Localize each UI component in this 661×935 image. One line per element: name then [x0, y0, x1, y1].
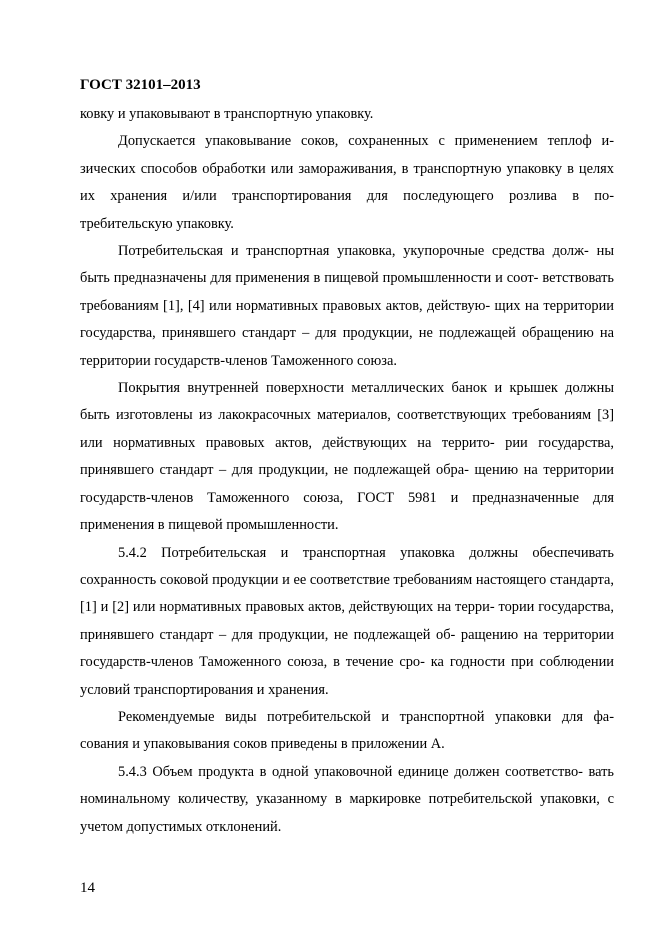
paragraph-can-coatings: Покрытия внутренней поверхности металлических банок и крышек должны быть изготовлены из лакокрасочных материалов, соответствующих требованиям [3] или нормативных правовых актов, действующих на террито- рии государства, принявшего стандарт – для продукции, не подлежащей обра- щению на территории государств-членов Таможенного союза, ГОСТ 5981 и предназначенные для применения в пищевой промышленности.	[80, 380, 614, 534]
document-body	[80, 101, 614, 841]
paragraph-clause-5-4-3: 5.4.3 Объем продукта в одной упаковочной единице должен соответство- вать номинальному количеству, указанному в маркировке потребительской упаковки, с учетом допустимых отклонений.	[80, 763, 614, 835]
paragraph-packaging-requirements: Потребительская и транспортная упаковка, укупорочные средства долж- ны быть предназначены для применения в пищевой промышленности и соот- ветствовать требованиям [1], [4] или нормативных правовых актов, действую- щих на территории государства, принявшего стандарт – для продукции, не подлежащей обращению на территории государств-членов Таможенного союза.	[80, 243, 614, 369]
page-number: 14	[80, 880, 95, 896]
paragraph-clause-5-4-2: 5.4.2 Потребительская и транспортная упаковка должны обеспечивать сохранность соковой продукции и ее соответствие требованиям настоящего стандарта, [1] и [2] или нормативных правовых актов, действующих на терри- тории государства, принявшего стандарт – для продукции, не подлежащей об- ращению на территории государств-членов Таможенного союза, в течение сро- ка годности при соблюдении условий транспортирования и хранения.	[80, 544, 614, 698]
document-header: ГОСТ 32101–2013	[80, 77, 201, 93]
paragraph-recommended-packaging: Рекомендуемые виды потребительской и транспортной упаковки для фа- сования и упаковывания соков приведены в приложении А.	[80, 708, 614, 753]
paragraph-continuation: ковку и упаковывают в транспортную упаковку.	[80, 106, 374, 122]
paragraph-thermal-packing: Допускается упаковывание соков, сохраненных с применением теплоф и- зических способов обработки или замораживания, в транспортную упаковку в целях их хранения и/или транспортирования для последующего розлива в по- требительскую упаковку.	[80, 133, 614, 232]
